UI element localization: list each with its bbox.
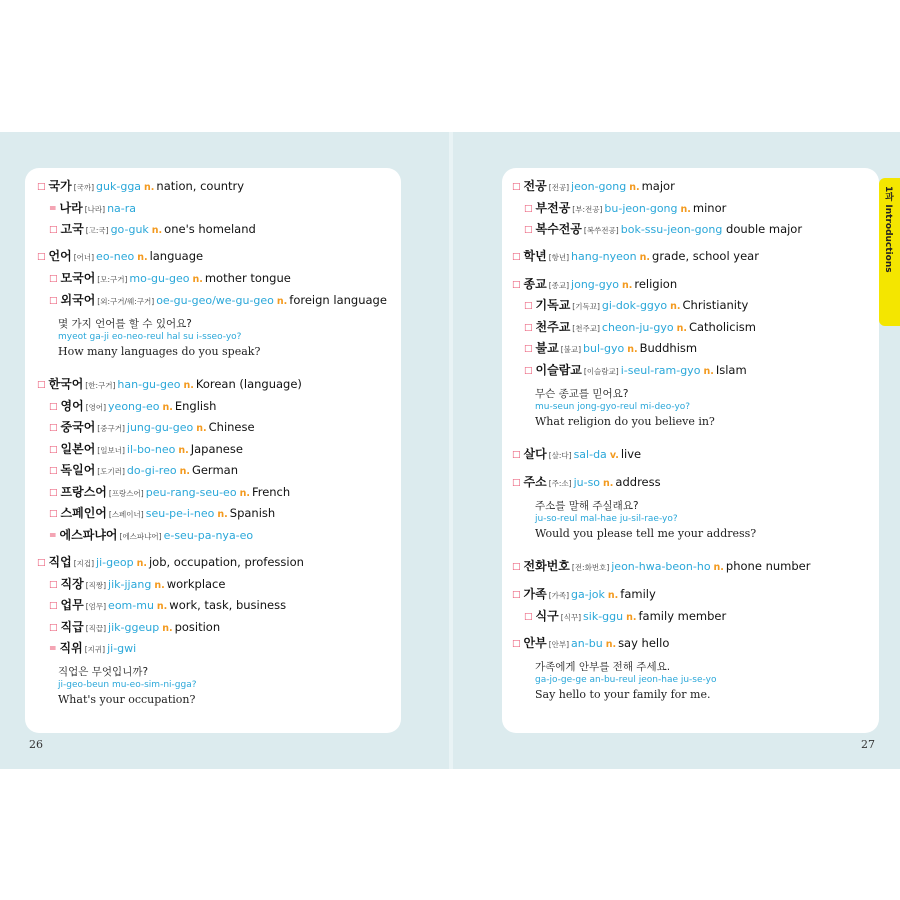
vocab-entry: □ 외국어 [외:구거/웨:구거] oe-gu-geo/we-gu-geo n. foreign language xyxy=(49,293,387,307)
page-number-left: 26 xyxy=(29,738,43,751)
left-page-panel xyxy=(25,168,401,733)
example-sentence xyxy=(535,660,716,702)
vocab-entry: □ 일본어 [일보너] il-bo-neo n. Japanese xyxy=(49,442,243,456)
example-english: How many languages do you speak? xyxy=(58,345,261,358)
vocab-entry: □ 직업 [지겁] ji-geop n. job, occupation, profession xyxy=(37,555,304,569)
example-romanization: ju-so-reul mal-hae ju-sil-rae-yo? xyxy=(535,514,678,524)
vocab-entry: □ 불교 [불교] bul-gyo n. Buddhism xyxy=(524,341,698,355)
vocab-entry: □ 스페인어 [스페이너] seu-pe-i-neo n. Spanish xyxy=(49,506,276,520)
example-english: Say hello to your family for me. xyxy=(535,688,711,701)
vocab-entry: □ 전화번호 [전:화번호] jeon-hwa-beon-ho n. phone number xyxy=(512,559,811,573)
vocab-entry: □ 주소 [주:소] ju-so n. address xyxy=(512,475,661,489)
example-sentence xyxy=(58,665,197,707)
vocab-entry: □ 기독교 [기독꾜] gi-dok-ggyo n. Christianity xyxy=(524,298,749,312)
book-spread xyxy=(0,132,900,769)
chapter-tab xyxy=(879,178,900,326)
example-korean: 몇 가지 언어를 할 수 있어요? xyxy=(58,318,192,330)
vocab-entry: □ 이슬람교 [이슬람교] i-seul-ram-gyo n. Islam xyxy=(524,363,747,377)
vocab-entry: = 직위 [지귀] ji-gwi xyxy=(49,641,137,655)
example-english: What religion do you believe in? xyxy=(535,415,715,428)
example-korean: 무슨 종교를 믿어요? xyxy=(535,388,629,400)
page-gutter xyxy=(449,132,453,769)
vocab-entry: □ 독일어 [도기러] do-gi-reo n. German xyxy=(49,463,238,477)
vocab-entry: □ 가족 [가족] ga-jok n. family xyxy=(512,587,656,601)
vocab-entry: □ 종교 [종교] jong-gyo n. religion xyxy=(512,277,678,291)
vocab-entry: □ 프랑스어 [프랑스어] peu-rang-seu-eo n. French xyxy=(49,485,291,499)
vocab-entry: □ 복수전공 [복쑤전공] bok-ssu-jeon-gong double major xyxy=(524,222,803,236)
example-english: What's your occupation? xyxy=(58,693,196,706)
vocab-entry: □ 안부 [안부] an-bu n. say hello xyxy=(512,636,670,650)
vocab-entry: □ 업무 [엄무] eom-mu n. work, task, business xyxy=(49,598,287,612)
vocab-entry: = 에스파냐어 [에스파냐어] e-seu-pa-nya-eo xyxy=(49,528,254,542)
example-romanization: ji-geo-beun mu-eo-sim-ni-gga? xyxy=(58,680,197,690)
vocab-entry: □ 학년 [항년] hang-nyeon n. grade, school year xyxy=(512,249,759,263)
vocab-entry: □ 직장 [직짱] jik-jjang n. workplace xyxy=(49,577,226,591)
vocab-entry: □ 언어 [어너] eo-neo n. language xyxy=(37,249,204,263)
example-romanization: ga-jo-ge-ge an-bu-reul jeon-hae ju-se-yo xyxy=(535,675,717,685)
example-sentence xyxy=(535,387,715,429)
chapter-tab-label: 1과 Introductions xyxy=(883,186,893,273)
example-korean: 가족에게 안부를 전해 주세요. xyxy=(535,661,671,673)
vocab-entry: □ 살다 [살:다] sal-da v. live xyxy=(512,447,642,461)
vocab-entry: □ 천주교 [천주교] cheon-ju-gyo n. Catholicism xyxy=(524,320,756,334)
example-romanization: mu-seun jong-gyo-reul mi-deo-yo? xyxy=(535,402,691,412)
example-sentence xyxy=(535,499,756,541)
vocab-entry: □ 모국어 [모:구거] mo-gu-geo n. mother tongue xyxy=(49,271,291,285)
example-korean: 직업은 무엇입니까? xyxy=(58,666,149,678)
vocab-entry: □ 한국어 [한:구거] han-gu-geo n. Korean (language) xyxy=(37,377,302,391)
example-korean: 주소를 말해 주실래요? xyxy=(535,500,639,512)
vocab-entry: □ 영어 [영어] yeong-eo n. English xyxy=(49,399,217,413)
vocab-entry: □ 국가 [국까] guk-gga n. nation, country xyxy=(37,179,245,193)
page-number-right: 27 xyxy=(861,738,875,751)
vocab-entry: □ 고국 [고:국] go-guk n. one's homeland xyxy=(49,222,256,236)
vocab-entry: □ 전공 [전공] jeon-gong n. major xyxy=(512,179,675,193)
example-sentence xyxy=(58,317,260,359)
right-page-panel xyxy=(502,168,879,733)
vocab-entry: □ 중국어 [중구거] jung-gu-geo n. Chinese xyxy=(49,420,255,434)
example-romanization: myeot ga-ji eo-neo-reul hal su i-sseo-yo? xyxy=(58,332,242,342)
example-english: Would you please tell me your address? xyxy=(535,527,757,540)
vocab-entry: □ 식구 [식꾸] sik-ggu n. family member xyxy=(524,609,727,623)
vocab-entry: □ 부전공 [부:전공] bu-jeon-gong n. minor xyxy=(524,201,727,215)
vocab-entry: = 나라 [나라] na-ra xyxy=(49,201,137,215)
vocab-entry: □ 직급 [직끕] jik-ggeup n. position xyxy=(49,620,221,634)
